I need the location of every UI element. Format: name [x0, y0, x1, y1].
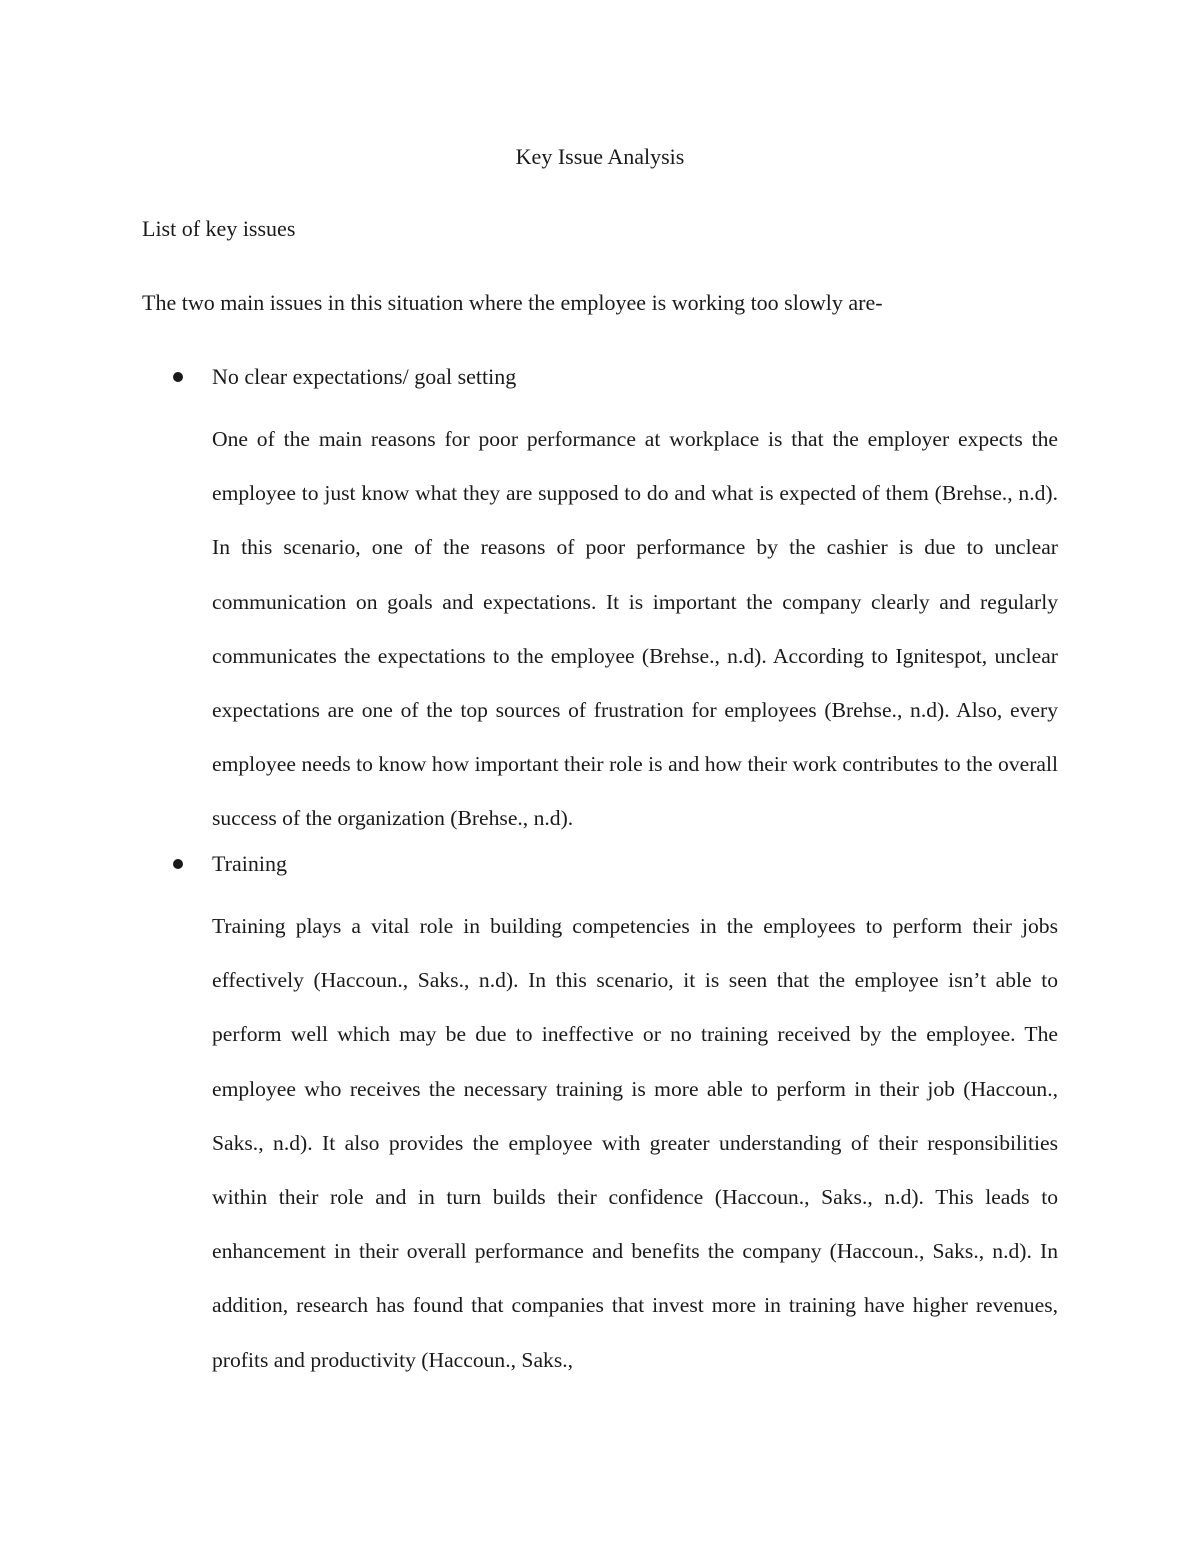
- bullet-icon: [173, 372, 183, 382]
- section-heading: List of key issues: [142, 216, 296, 241]
- list-item-heading: Training: [212, 851, 287, 876]
- list-item-body: One of the main reasons for poor performance at workplace is that the employer expects the employee to just know what they are supposed to do and what is expected of them (Brehse., n.d). In this scenario, one of the reasons of poor performance by the cashier is due to unclear communication on goals and expectations. It is important the company clearly and regularly communicates the expectations to the employee (Brehse., n.d). According to Ignitespot, unclear expectations are one of the top sources of frustration for employees (Brehse., n.d). Also, every employee needs to know how important their role is and how their work contributes to the overall success of the organization (Brehse., n.d).: [212, 427, 1058, 831]
- intro-paragraph: The two main issues in this situation where the employee is working too slowly are-: [142, 290, 883, 315]
- list-item-heading: No clear expectations/ goal setting: [212, 364, 517, 389]
- bullet-icon: [173, 859, 183, 869]
- document-title: Key Issue Analysis: [515, 144, 685, 169]
- list-item-body: Training plays a vital role in building competencies in the employees to perform their jobs effectively (Haccoun., Saks., n.d). In this scenario, it is seen that the employee isn’t able to perform well which may be due to ineffective or no training received by the employee. The employee who receives the necessary training is more able to perform in their job (Haccoun., Saks., n.d). It also provides the employee with greater understanding of their responsibilities within their role and in turn builds their confidence (Haccoun., Saks., n.d). This leads to enhancement in their overall performance and benefits the company (Haccoun., Saks., n.d). In addition, research has found that companies that invest more in training have higher revenues, profits and productivity (Haccoun., Saks.,: [212, 914, 1058, 1372]
